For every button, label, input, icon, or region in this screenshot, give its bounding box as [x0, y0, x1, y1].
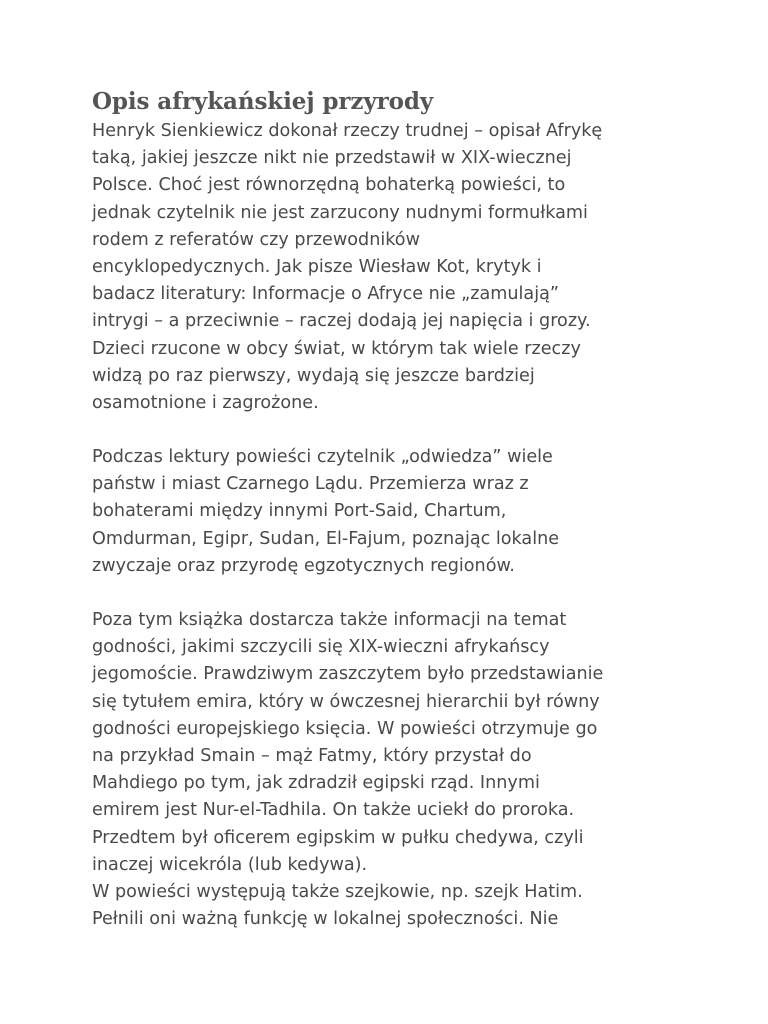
paragraph-3: [92, 607, 692, 933]
paragraph-line: Pełnili oni ważną funkcję w lokalnej społeczności. Nie: [92, 909, 559, 930]
paragraph-2: [92, 444, 692, 580]
paragraph-line: inaczej wicekróla (lub kedywa).: [92, 854, 368, 875]
paragraph-line: jednak czytelnik nie jest zarzucony nudnymi formułkami: [92, 202, 588, 223]
paragraph-spacer: [92, 580, 692, 607]
paragraph-line: godności, jakimi szczycili się XIX-wieczni afrykańscy: [92, 637, 550, 658]
paragraph-line: bohaterami między innymi Port-Said, Chartum,: [92, 501, 507, 522]
paragraph-line: W powieści występują także szejkowie, np. szejk Hatim.: [92, 881, 583, 902]
paragraph-line: rodem z referatów czy przewodników: [92, 229, 420, 250]
paragraph-line: Poza tym książka dostarcza także informacji na temat: [92, 610, 567, 630]
paragraph-line: Mahdiego po tym, jak zdradził egipski rząd. Innymi: [92, 773, 540, 794]
paragraph-line: się tytułem emira, który w ówczesnej hierarchii był równy: [92, 691, 600, 712]
paragraph-spacer: [92, 417, 692, 444]
paragraph-line: encyklopedycznych. Jak pisze Wiesław Kot, krytyk i: [92, 256, 542, 277]
document-content: [92, 86, 692, 933]
paragraph-line: Polsce. Choć jest równorzędną bohaterką powieści, to: [92, 175, 566, 196]
paragraph-1: [92, 118, 692, 417]
paragraph-line: jegomoście. Prawdziwym zaszczytem było przedstawianie: [92, 664, 604, 685]
paragraph-line: Henryk Sienkiewicz dokonał rzeczy trudnej – opisał Afrykę: [92, 121, 603, 141]
paragraph-line: taką, jakiej jeszcze nikt nie przedstawił w XIX-wiecznej: [92, 148, 572, 169]
paragraph-line: Przedtem był oficerem egipskim w pułku chedywa, czyli: [92, 827, 584, 848]
paragraph-line: państw i miast Czarnego Lądu. Przemierza wraz z: [92, 474, 529, 495]
paragraph-line: Podczas lektury powieści czytelnik „odwiedza” wiele: [92, 447, 553, 468]
paragraph-line: na przykład Smain – mąż Fatmy, który przystał do: [92, 745, 532, 766]
paragraph-line: Dzieci rzucone w obcy świat, w którym tak wiele rzeczy: [92, 338, 581, 359]
paragraph-line: emirem jest Nur-el-Tadhila. On także uciekł do proroka.: [92, 800, 575, 821]
paragraph-line: badacz literatury: Informacje o Afryce nie „zamulają”: [92, 284, 559, 305]
paragraph-line: godności europejskiego księcia. W powieści otrzymuje go: [92, 718, 598, 739]
paragraph-line: zwyczaje oraz przyrodę egzotycznych regionów.: [92, 555, 515, 576]
paragraph-line: osamotnione i zagrożone.: [92, 392, 319, 413]
paragraph-line: intrygi – a przeciwnie – raczej dodają jej napięcia i grozy.: [92, 311, 591, 332]
paragraph-line: Omdurman, Egipr, Sudan, El-Fajum, poznając lokalne: [92, 528, 560, 549]
document-title: Opis afrykańskiej przyrody: [92, 88, 434, 115]
paragraph-line: widzą po raz pierwszy, wydają się jeszcze bardziej: [92, 365, 535, 386]
